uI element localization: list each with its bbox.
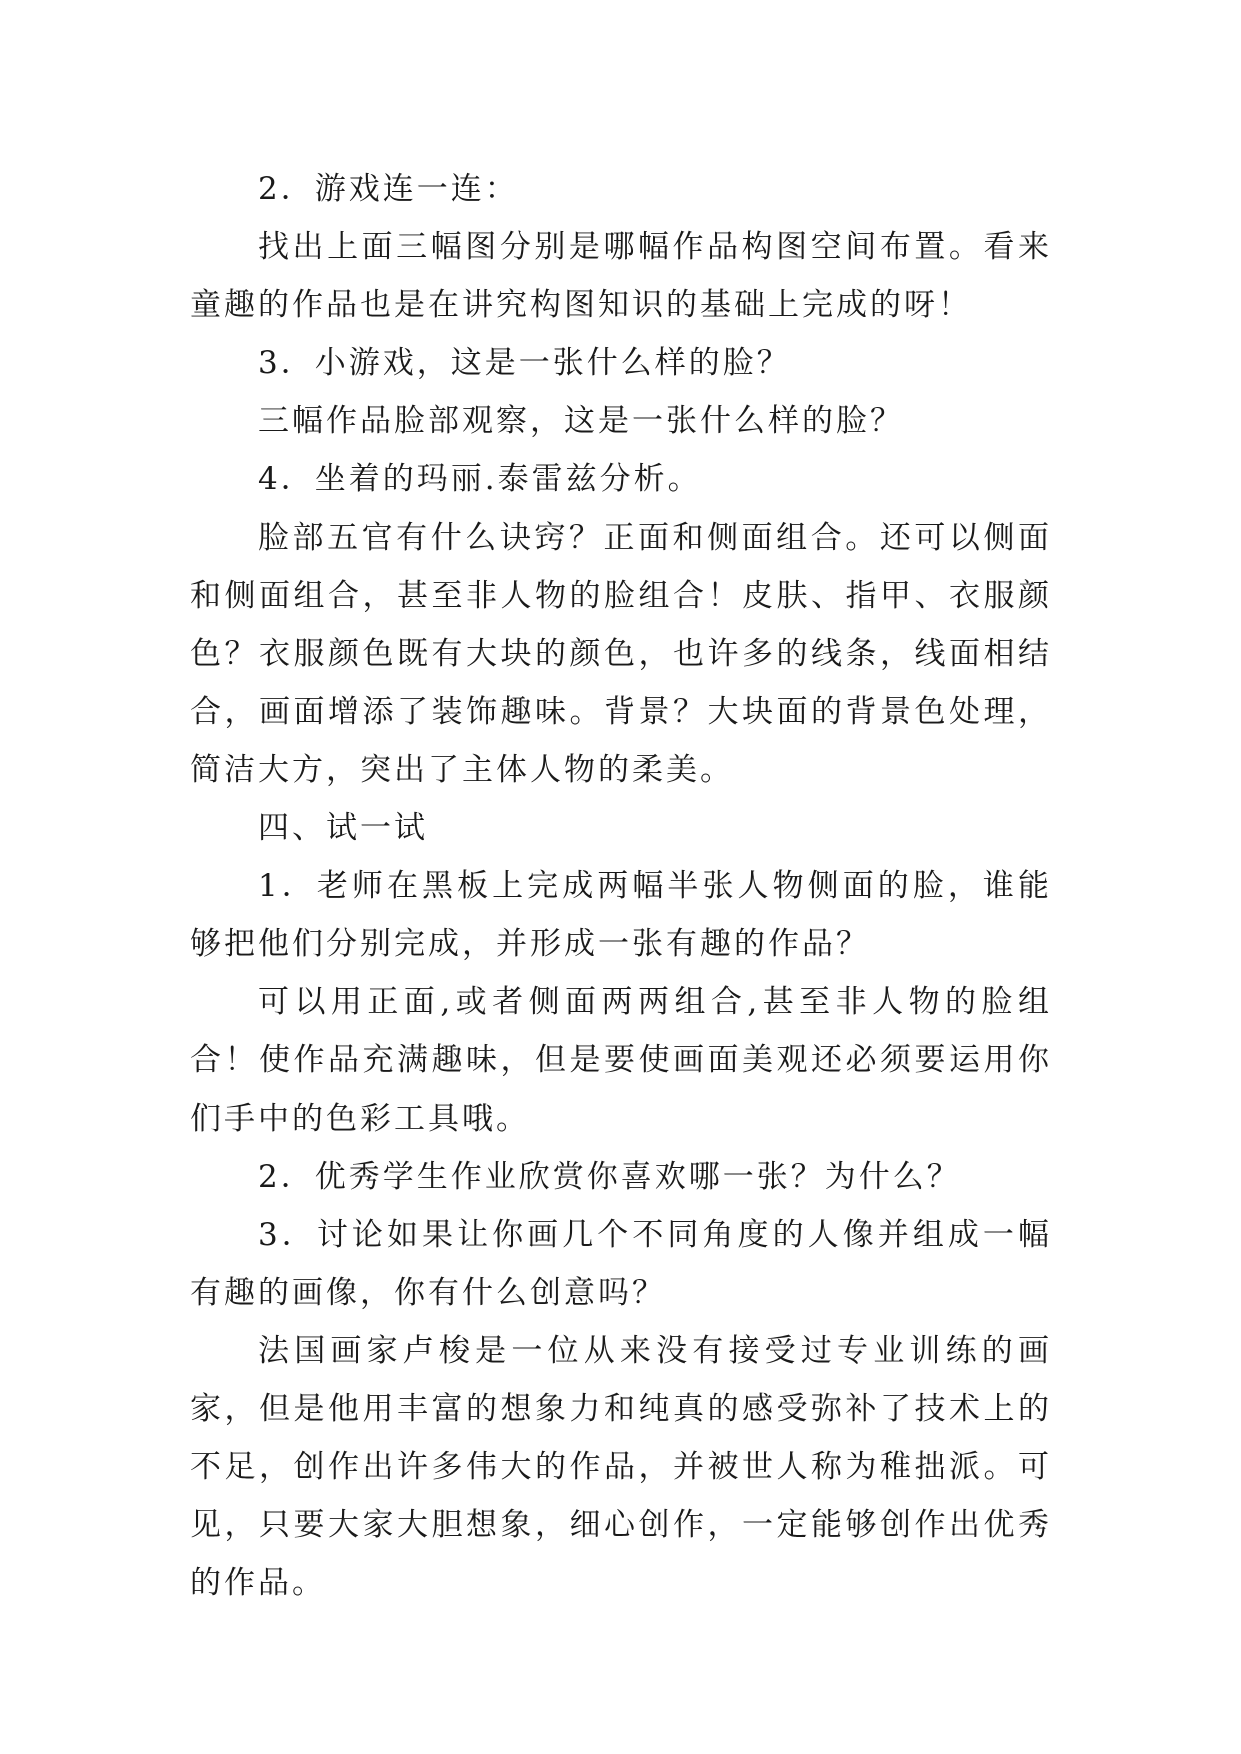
paragraph: 法国画家卢梭是一位从来没有接受过专业训练的画家，但是他用丰富的想象力和纯真的感受弥补了技术上的不足，创作出许多伟大的作品，并被世人称为稚拙派。可见，只要大家大胆想象，细心创作，一定能够创作出优秀的作品。 xyxy=(190,1332,1052,1602)
paragraph: 三幅作品脸部观察，这是一张什么样的脸？ xyxy=(258,403,904,440)
list-item-appreciation: 2．优秀学生作业欣赏你喜欢哪一张？为什么？ xyxy=(258,1158,961,1195)
section-heading: 四、试一试 xyxy=(258,810,428,847)
document-body xyxy=(190,160,1052,1612)
list-item-blackboard: 1．老师在黑板上完成两幅半张人物侧面的脸，谁能够把他们分别完成，并形成一张有趣的作品？ xyxy=(190,868,1052,963)
paragraph: 可以用正面,或者侧面两两组合,甚至非人物的脸组合！使作品充满趣味，但是要使画面美观还必须要运用你们手中的色彩工具哦。 xyxy=(190,984,1052,1137)
list-item-discussion: 3．讨论如果让你画几个不同角度的人像并组成一幅有趣的画像，你有什么创意吗？ xyxy=(190,1216,1052,1311)
paragraph: 找出上面三幅图分别是哪幅作品构图空间布置。看来童趣的作品也是在讲究构图知识的基础上完成的呀！ xyxy=(190,229,1052,324)
list-item-mini-game: 3．小游戏，这是一张什么样的脸？ xyxy=(258,345,791,382)
list-item-analysis: 4．坐着的玛丽.泰雷兹分析。 xyxy=(258,461,702,498)
paragraph: 脸部五官有什么诀窍？正面和侧面组合。还可以侧面和侧面组合，甚至非人物的脸组合！皮肤、指甲、衣服颜色？衣服颜色既有大块的颜色，也许多的线条，线面相结合，画面增添了装饰趣味。背景？大块面的背景色处理，简洁大方，突出了主体人物的柔美。 xyxy=(190,519,1052,788)
list-item-game-connect: 2．游戏连一连： xyxy=(258,171,519,207)
